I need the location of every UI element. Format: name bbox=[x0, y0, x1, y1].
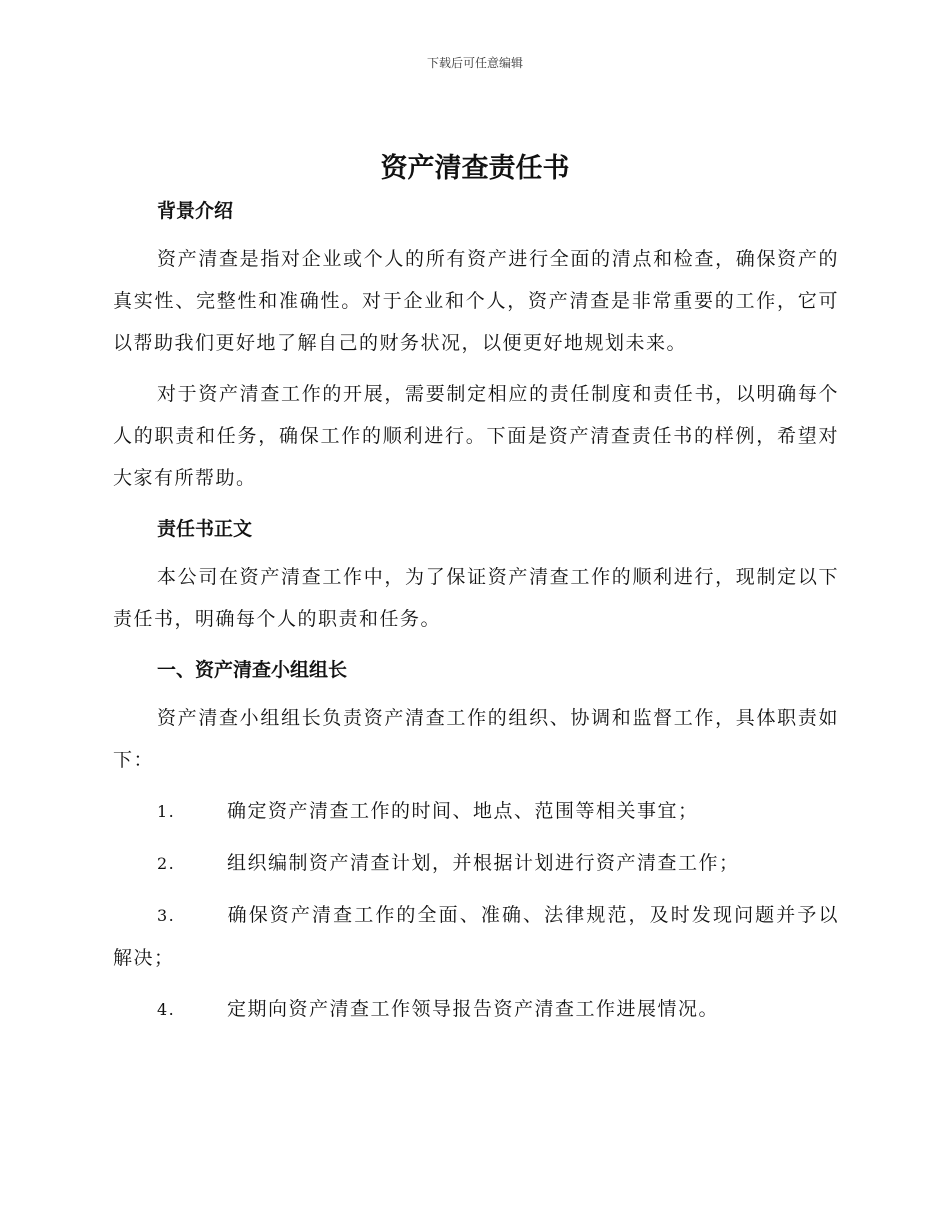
document-title: 资产清查责任书 bbox=[380, 153, 570, 184]
list-item bbox=[113, 988, 839, 1031]
list-item-number: 1. bbox=[157, 802, 176, 821]
list-item bbox=[113, 894, 839, 979]
section-heading-leader: 一、资产清查小组组长 bbox=[157, 659, 348, 681]
list-item-text: 确定资产清查工作的时间、地点、范围等相关事宜； bbox=[227, 800, 699, 822]
list-item bbox=[113, 842, 839, 885]
leader-intro-paragraph: 资产清查小组组长负责资产清查工作的组织、协调和监督工作，具体职责如下： bbox=[113, 707, 839, 771]
section-heading-background: 背景介绍 bbox=[157, 200, 234, 222]
list-item-text: 确保资产清查工作的全面、准确、法律规范，及时发现问题并予以解决； bbox=[113, 904, 839, 969]
list-item-number: 4. bbox=[157, 1000, 176, 1019]
list-item-text: 定期向资产清查工作领导报告资产清查工作进展情况。 bbox=[227, 998, 720, 1020]
section-heading-body: 责任书正文 bbox=[157, 518, 253, 540]
background-paragraph-1: 资产清查是指对企业或个人的所有资产进行全面的清点和检查，确保资产的真实性、完整性和准确性。对于企业和个人，资产清查是非常重要的工作，它可以帮助我们更好地了解自己的财务状况，以便更好地规划未来。 bbox=[113, 248, 839, 354]
list-item-number: 2. bbox=[157, 854, 176, 873]
document-body bbox=[113, 190, 839, 1040]
list-item-text: 组织编制资产清查计划，并根据计划进行资产清查工作； bbox=[227, 852, 740, 874]
list-item-number: 3. bbox=[157, 906, 176, 925]
body-paragraph-1: 本公司在资产清查工作中，为了保证资产清查工作的顺利进行，现制定以下责任书，明确每个人的职责和任务。 bbox=[113, 566, 839, 630]
page-header-note: 下载后可任意编辑 bbox=[426, 56, 523, 70]
list-item bbox=[113, 790, 839, 833]
background-paragraph-2: 对于资产清查工作的开展，需要制定相应的责任制度和责任书，以明确每个人的职责和任务，确保工作的顺利进行。下面是资产清查责任书的样例，希望对大家有所帮助。 bbox=[113, 383, 839, 489]
